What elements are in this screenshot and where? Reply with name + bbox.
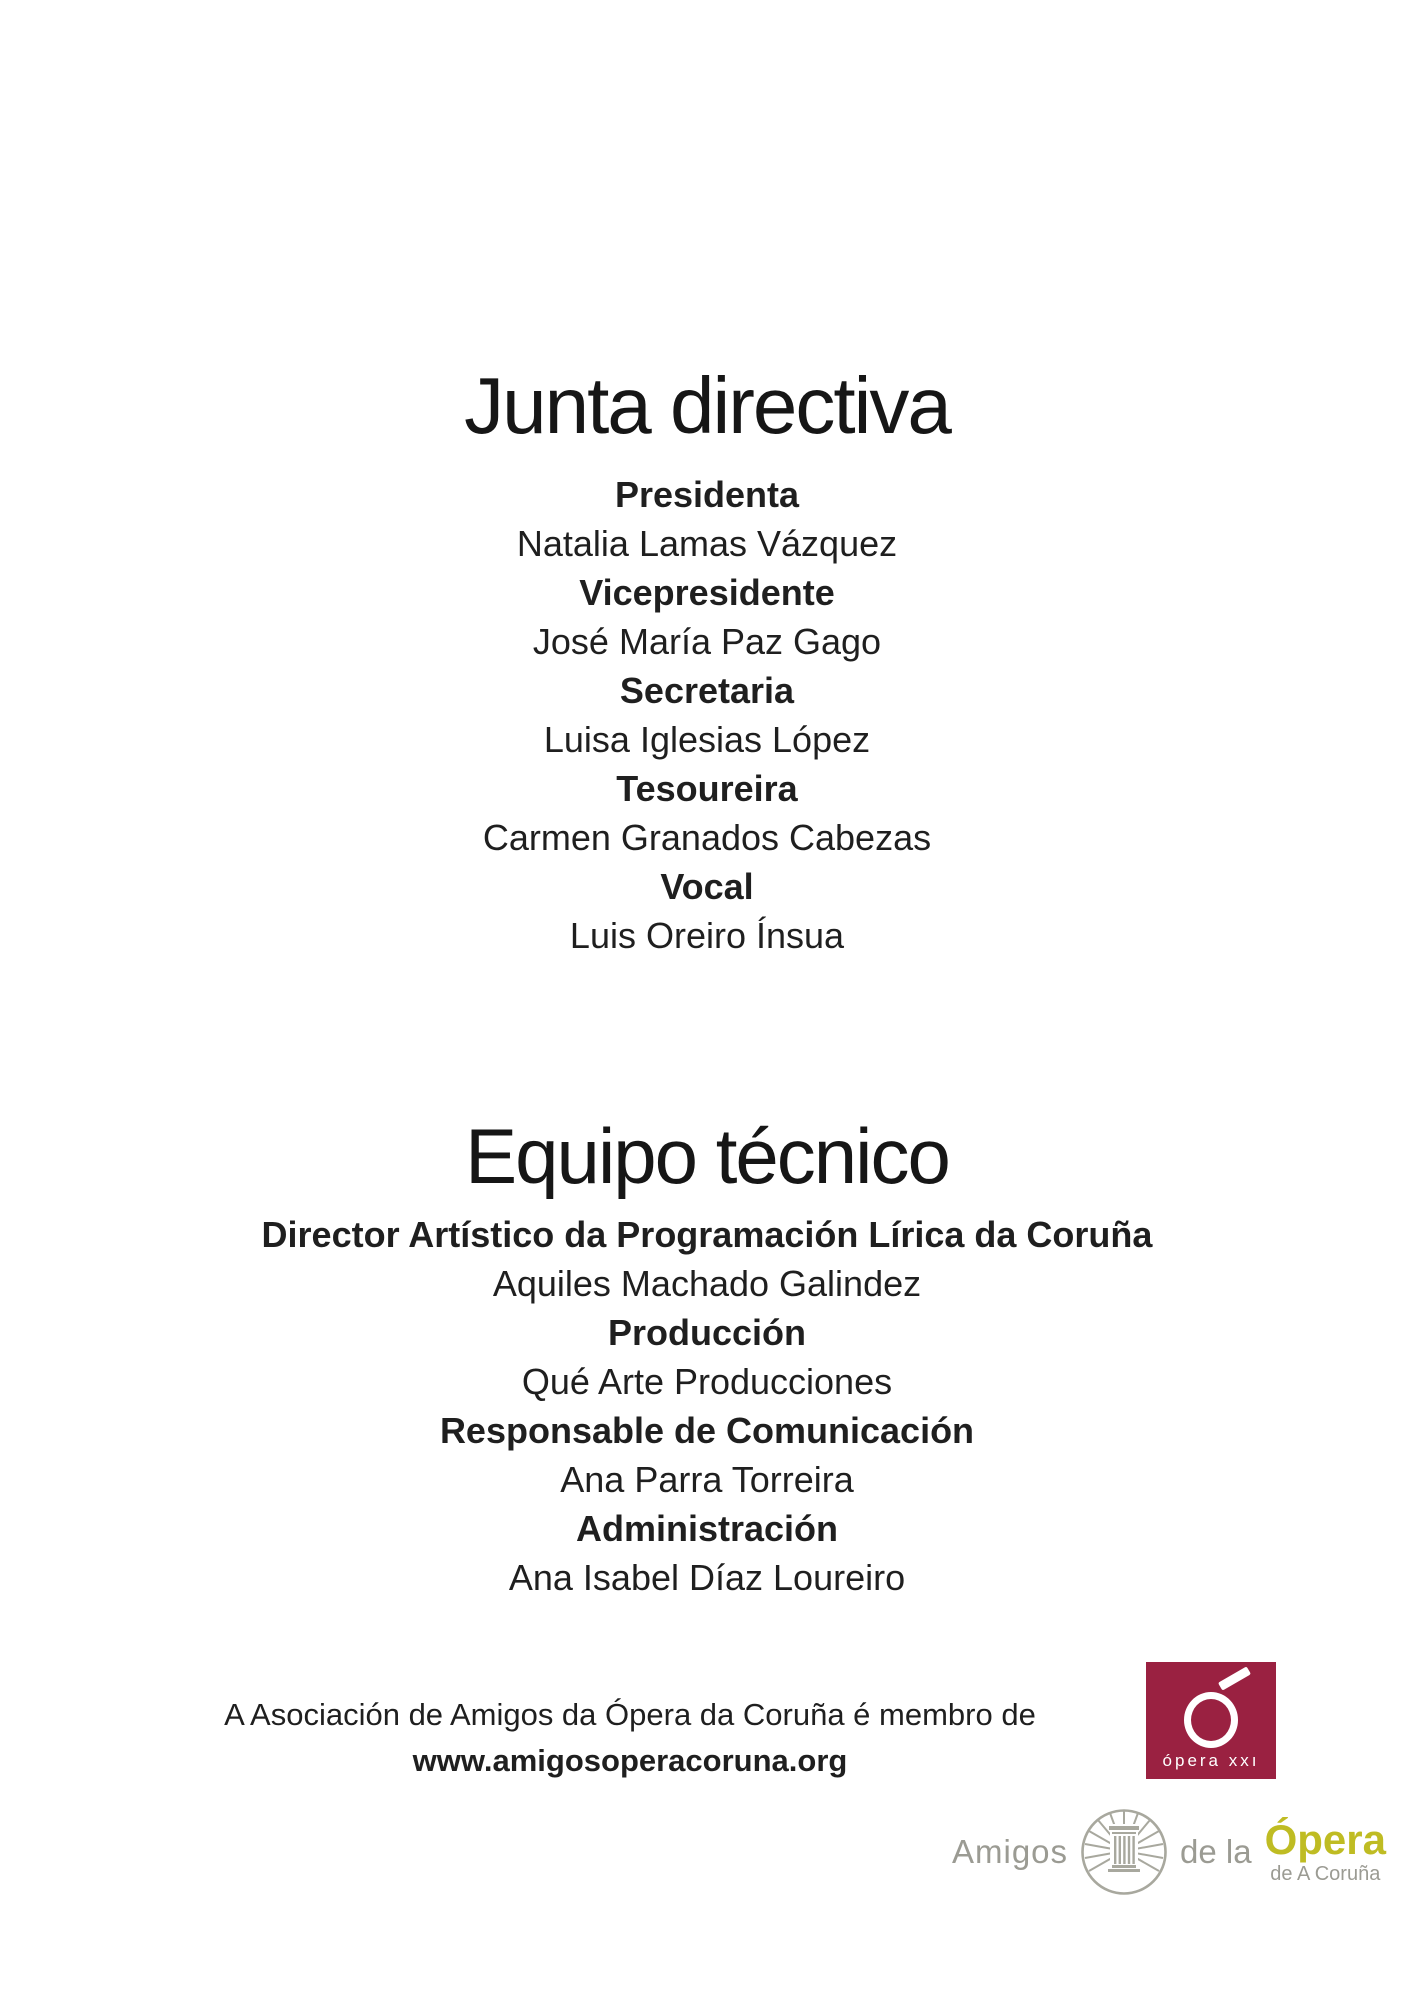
- member-role: Director Artístico da Programación Lírica da Coruña: [261, 1214, 1153, 1255]
- member-name: Ana Parra Torreira: [560, 1459, 854, 1500]
- member-role: Presidenta: [614, 474, 800, 515]
- equipo-tecnico-list: [0, 1210, 1414, 1602]
- member-name: Ana Isabel Díaz Loureiro: [508, 1557, 906, 1598]
- opera-xxi-label: ópera xxı: [1162, 1751, 1260, 1770]
- member-name: Luis Oreiro Ínsua: [569, 915, 845, 956]
- amigos-word: Amigos: [952, 1833, 1069, 1870]
- member-name: Natalia Lamas Vázquez: [516, 523, 898, 564]
- member-role: Producción: [607, 1312, 807, 1353]
- member-name: Qué Arte Producciones: [521, 1361, 893, 1402]
- member-role: Vocal: [660, 866, 754, 907]
- member-name: Luisa Iglesias López: [543, 719, 871, 760]
- junta-directiva-title: Junta directiva: [464, 360, 950, 450]
- member-role: Administración: [575, 1508, 839, 1549]
- de-la-word: de la: [1180, 1833, 1252, 1870]
- junta-directiva-list: [0, 470, 1414, 960]
- amigos-opera-logo: [952, 1808, 1386, 1896]
- membership-text: A Asociación de Amigos da Ópera da Coruña é membro de: [224, 1697, 1036, 1732]
- member-role: Vicepresidente: [579, 572, 835, 613]
- coruna-word: de A Coruña: [1270, 1863, 1381, 1885]
- website-text: www.amigosoperacoruna.org: [412, 1743, 848, 1778]
- column-sunburst-icon: [1081, 1809, 1167, 1895]
- o-accent-icon: [1218, 1666, 1251, 1690]
- member-role: Tesoureira: [616, 768, 798, 809]
- member-role: Secretaria: [619, 670, 795, 711]
- equipo-tecnico-title: Equipo técnico: [465, 1112, 949, 1201]
- membership-note: [180, 1692, 1080, 1784]
- opera-word: Ópera: [1264, 1816, 1386, 1863]
- opera-xxi-logo: [1146, 1662, 1276, 1779]
- member-name: Carmen Granados Cabezas: [482, 817, 932, 858]
- member-name: Aquiles Machado Galindez: [492, 1263, 922, 1304]
- member-role: Responsable de Comunicación: [439, 1410, 975, 1451]
- opera-coruna-stack: [1264, 1816, 1386, 1885]
- member-name: José María Paz Gago: [532, 621, 882, 662]
- o-ring-accent-icon: [1184, 1692, 1238, 1748]
